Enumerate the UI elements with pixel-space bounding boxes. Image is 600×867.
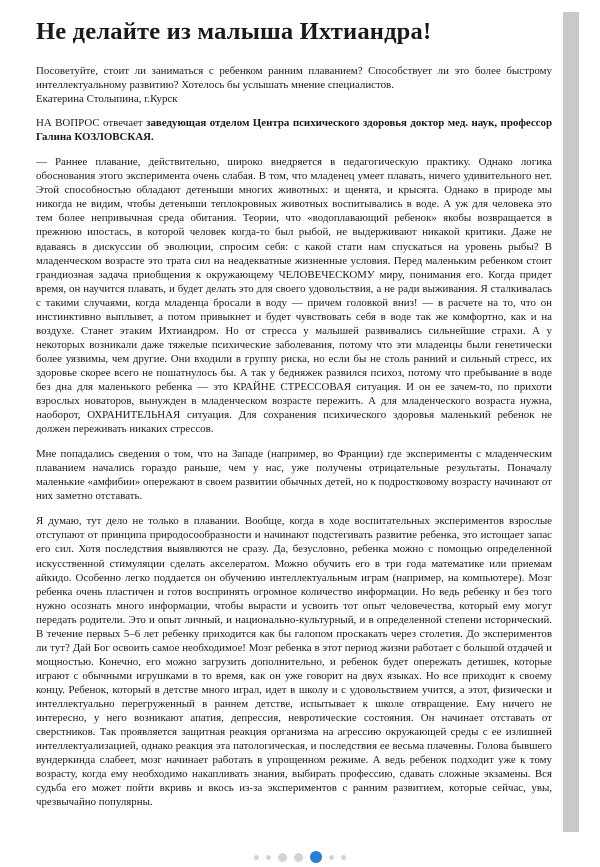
answer-intro-text: НА ВОПРОС отвечает (36, 117, 147, 130)
question-author: Екатерина Столыпина, г.Курск (36, 93, 178, 106)
page-indicator[interactable] (0, 847, 600, 867)
answer-intro (36, 116, 552, 144)
article-paragraph-2: Мне попадались сведения о том, что на Западе (например, во Франции) где эксперименты с младенческим плаванием начались гораздо раньше, чем у нас, уже получены отрицательные результаты. Поначалу маленькие «амфибии» опережают в своем развитии обычных детей, но к подростковому возрасту начинают от них заметно отставать. (36, 448, 552, 503)
page-dot[interactable] (278, 853, 287, 862)
reader-question (36, 64, 552, 106)
page-dot-active[interactable] (310, 851, 322, 863)
scrollbar[interactable] (563, 12, 579, 832)
answer-expert: заведующая отделом Центра психического здоровья доктор мед. наук, профессор Галина КОЗЛОВСКАЯ. (36, 117, 552, 144)
page-dot[interactable] (254, 855, 259, 860)
page-gutter (579, 0, 600, 836)
page-dot[interactable] (294, 853, 303, 862)
page-dot[interactable] (341, 855, 346, 860)
article-paragraph-3: Я думаю, тут дело не только в плавании. Вообще, когда в ходе воспитательных экспериментов взрослые отступают от принципа природосообразности и начинают подстегивать развитие ребенка, это истощает запас его сил. Хотя последствия выявляются не сразу. Да, безусловно, ребенка можно с помощью определенной искусственной стимуляции сделать акселератом. Можно обучить его в три года математике или приемам айкидо. Особенно легко поддается он обучению интеллектуальным играм (например, на компьютере). Мозг ребенка очень пластичен и готов воспринять огромное количество информации. Но ведь ребенку и без того нужно осознать много информации, чтобы вырасти и усвоить тот опыт человечества, который ему могут передать родители. Это и опыт личный, и национально-культурный, и в определенной степени исторический. В течение первых 5–6 лет ребенку приходится как бы галопом проскакать через столетия. До экспериментов ли тут? Дай Бог освоить самое необходимое! Мозг ребенка в этот период жизни работает с большой отдачей и мощностью. Конечно, его можно загрузить дополнительно, и ребенок будет опережать детишек, которые играют с обычными игрушками в то время, как он уже говорит на двух языках. Но все приходит к своему концу. Ребенок, который в детстве много играл, идет в школу и с удовольствием учится, а этот, физически и интеллектуально перегруженный в раннем детстве, испытывает к школе отвращение. Ему ничего не интересно, у него возникают апатия, депрессия, невротические состояния. Он начинает отставать от сверстников. Так проявляется защитная реакция организма на агрессию окружающей среды с ее излишней интеллектуализацией, однако реакция эта патологическая, и последствия ее весьма плачевны. Голова бывшего вундеркинда слабеет, мозг начинает работать в упрощенном режиме. А ведь ребенок подходит уже к тому возрасту, когда ему необходимо накапливать знания, выбирать профессию, сдавать сложные экзамены. Вся судьба его может пойти вкривь и вкось из-за экспериментов с ранним развитием, которые сейчас, увы, чрезвычайно популярны. (36, 515, 552, 809)
article-paragraph-1: — Раннее плавание, действительно, широко внедряется в педагогическую практику. Однако логика обоснования этого эксперимента очень слабая. В том, что младенец умеет плавать, ничего удивительного нет. Этой способностью обладают детеныши многих животных: и щенята, и крысята. Однако в природе мы никогда не видим, чтобы детеныши теплокровных животных воспитывались в воде. А уж для человека это тем более непривычная среда обитания. Теории, что «водоплавающий ребенок» якобы возвращается в прежнюю ипостась, в которой человек когда-то был рыбой, не выдерживают никакой критики. Даже не вдаваясь в дискуссии об эволюции, спросим себя: с какой стати нам спускаться на уровень рыбы? В младенческом возрасте это трата сил на неадекватные жизненные условия. Перед маленьким ребенком стоит грандиозная задача приобщения к окружающему ЧЕЛОВЕЧЕСКОМУ миру, понимания его. Когда придет время, он научится плавать, и будет делать это для своего удовольствия, а не ради выживания. Я сталкивалась с такими случаями, когда младенца бросали в воду — причем головкой вниз! — в расчете на то, что он инстинктивно выплывет, а потом привыкнет и будет чувствовать себя в воде так же комфортно, как и на воздухе. Станет этаким Ихтиандром. Но от стресса у малышей развивались сильнейшие страхи. А у некоторых возникали даже тяжелые психические заболевания, потому что эти младенцы были генетически более уязвимы, чем другие. Они входили в группу риска, но если бы не столь ранний и сильный стресс, их здоровье скорее всего не пошатнулось бы. А так у бедняжек развился психоз, потому что пребывание в воде без дна для маленького ребенка — это КРАЙНЕ СТРЕССОВАЯ ситуация. И он ее зачем-то, по прихоти взрослых новаторов, вынужден в младенческом возрасте пережить. А для младенческого возраста нужна, наоборот, ОХРАНИТЕЛЬНАЯ ситуация. Для сохранения психического здоровья маленький ребенок не должен переживать никаких стрессов. (36, 156, 552, 436)
page-dot[interactable] (266, 855, 271, 860)
question-text: Посоветуйте, стоит ли заниматься с ребенком ранним плаванием? Способствует ли это более быстрому интеллектуальному развитию? Хотелось бы услышать мнение специалистов. (36, 65, 552, 92)
article-title: Не делайте из малыша Ихтиандра! (36, 18, 432, 45)
page-dot[interactable] (329, 855, 334, 860)
